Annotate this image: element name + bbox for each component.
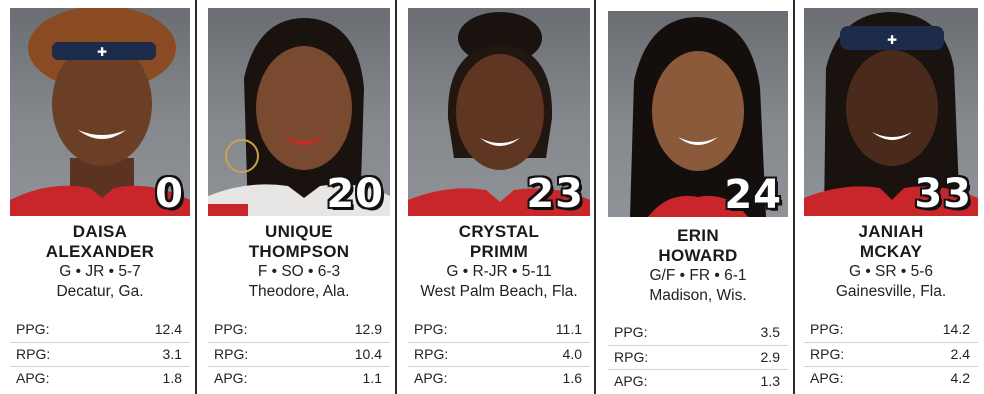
player-last-name: HOWARD [658,246,738,265]
player-photo [804,8,978,216]
player-card [208,0,390,394]
player-last-name: ALEXANDER [45,242,155,261]
jersey-number: 20 [326,171,384,216]
stat-row-ppg [608,321,788,345]
stats-table [408,318,590,390]
stat-row-rpg [408,342,590,366]
column-divider [793,0,795,394]
player-info [608,226,788,306]
player-photo [208,8,390,216]
stats-table [10,318,190,390]
jersey-number: 23 [526,171,584,216]
player-photo [408,8,590,216]
player-photo [10,8,190,216]
stat-row-ppg [408,318,590,342]
stat-label: APG: [414,370,448,386]
stat-label: RPG: [16,346,51,362]
stat-value: 2.9 [760,349,780,365]
stat-value: 1.3 [760,373,780,389]
stat-value: 4.0 [562,346,582,362]
stat-label: RPG: [414,346,449,362]
player-card [408,0,590,394]
stat-row-apg [408,366,590,390]
player-position-year-height: F • SO • 6-3 [257,263,341,280]
stat-row-rpg [10,342,190,366]
column-divider [195,0,197,394]
jersey-number: 24 [724,172,782,217]
stat-value: 12.9 [354,321,382,337]
stat-row-rpg [804,342,978,366]
stat-value: 1.6 [562,370,582,386]
player-card [804,0,978,394]
stat-row-rpg [208,342,390,366]
stat-row-ppg [804,318,978,342]
player-photo [608,11,788,217]
player-position-year-height: G • SR • 5-6 [848,263,934,280]
player-position-year-height: G • JR • 5-7 [59,263,141,280]
player-info [10,222,190,302]
player-hometown: Theodore, Ala. [248,283,350,300]
column-divider [395,0,397,394]
stat-label: PPG: [614,324,648,340]
stat-value: 1.1 [362,370,382,386]
stat-value: 14.2 [942,321,970,337]
player-info [804,222,978,302]
stats-table [208,318,390,390]
stat-row-apg [804,366,978,390]
svg-text:✚: ✚ [886,33,898,47]
player-hometown: Madison, Wis. [649,287,747,304]
player-first-name: CRYSTAL [458,222,540,241]
stat-row-apg [608,369,788,393]
jersey-number: 33 [914,171,972,216]
column-divider [594,0,596,394]
stat-row-ppg [208,318,390,342]
player-last-name: MCKAY [859,242,923,261]
svg-text:✚: ✚ [96,45,108,59]
stat-label: APG: [614,373,648,389]
player-card [10,0,190,394]
player-position-year-height: G • R-JR • 5-11 [446,263,552,280]
stat-value: 1.8 [162,370,182,386]
player-info [208,222,390,302]
player-position-year-height: G/F • FR • 6-1 [649,267,747,284]
stat-value: 10.4 [354,346,382,362]
stat-label: PPG: [810,321,844,337]
stat-value: 4.2 [950,370,970,386]
player-last-name: THOMPSON [248,242,350,261]
stat-row-apg [208,366,390,390]
stat-value: 11.1 [555,321,582,337]
stat-label: APG: [16,370,50,386]
stat-label: PPG: [214,321,248,337]
player-first-name: DAISA [72,222,128,241]
stat-label: PPG: [16,321,50,337]
stat-row-ppg [10,318,190,342]
stat-value: 12.4 [154,321,182,337]
player-first-name: JANIAH [858,222,924,241]
player-last-name: PRIMM [469,242,529,261]
stat-value: 2.4 [950,346,970,362]
stats-table [804,318,978,390]
player-card [608,0,788,394]
player-hometown: West Palm Beach, Fla. [420,283,578,300]
stat-value: 3.5 [760,324,780,340]
stats-table [608,321,788,393]
player-hometown: Gainesville, Fla. [835,283,947,300]
stat-label: APG: [214,370,248,386]
player-info [408,222,590,302]
stat-label: PPG: [414,321,448,337]
player-first-name: UNIQUE [265,222,333,241]
jersey-number: 0 [155,171,184,216]
player-first-name: ERIN [677,226,719,245]
stat-row-apg [10,366,190,390]
stat-label: RPG: [214,346,249,362]
stat-row-rpg [608,345,788,369]
stat-label: RPG: [810,346,845,362]
stat-value: 3.1 [162,346,182,362]
stat-label: APG: [810,370,844,386]
stat-label: RPG: [614,349,649,365]
player-hometown: Decatur, Ga. [56,283,144,300]
